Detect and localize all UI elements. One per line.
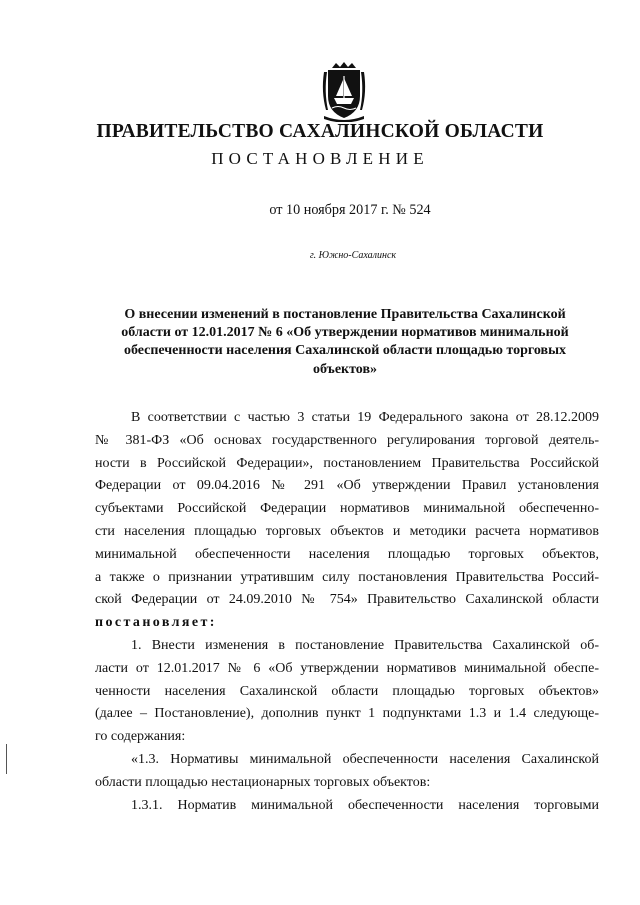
body-line: субъектами Российской Федерации нормативов минимальной обеспеченно-: [95, 501, 599, 517]
body-line: ченности населения Сахалинской области площадью торговых объектов»: [95, 683, 599, 699]
title-line: обеспеченности населения Сахалинской области площадью торговых: [123, 343, 567, 359]
document-date: от 10 ноября 2017 г. № 524: [269, 202, 431, 218]
body-line: го содержания:: [95, 729, 186, 745]
body-line: В соответствии с частью 3 статьи 19 Федерального закона от 28.12.2009: [131, 410, 599, 425]
body-line: а также о признании утратившим силу постановления Правительства Россий-: [95, 569, 599, 585]
document-type: ПОСТАНОВЛЕНИЕ: [211, 149, 429, 168]
title-line: О внесении изменений в постановление Правительства Сахалинской: [124, 307, 566, 322]
sakhalin-coat-of-arms-icon: [320, 62, 368, 122]
body-line: ской Федерации от 24.09.2010 № 754» Правительство Сахалинской области: [95, 592, 599, 608]
body-line: (далее – Постановление), дополнив пункт 1 подпунктами 1.3 и 1.4 следующе-: [95, 706, 599, 722]
title-line: объектов»: [313, 361, 377, 377]
document-city: г. Южно-Сахалинск: [309, 250, 397, 261]
organization-name: ПРАВИТЕЛЬСТВО САХАЛИНСКОЙ ОБЛАСТИ: [96, 121, 544, 142]
title-line: области от 12.01.2017 № 6 «Об утверждении нормативов минимальной: [121, 325, 569, 341]
margin-mark: [6, 744, 9, 774]
body-line: № 381-ФЗ «Об основах государственного регулирования торговой деятель-: [95, 432, 599, 448]
body-line: ности в Российской Федерации», постановлением Правительства Российской: [95, 455, 599, 471]
body-line: ласти от 12.01.2017 № 6 «Об утверждении нормативов минимальной обеспе-: [95, 660, 599, 676]
body-line: области площадью нестационарных торговых объектов:: [95, 774, 431, 790]
body-line: «1.3. Нормативы минимальной обеспеченности населения Сахалинской: [131, 751, 599, 767]
document-body: [95, 407, 599, 817]
body-line: 1.3.1. Норматив минимальной обеспеченности населения торговыми: [131, 797, 599, 813]
document-title: [70, 306, 620, 379]
body-line: 1. Внести изменения в постановление Правительства Сахалинской об-: [131, 637, 599, 653]
body-line: Федерации от 09.04.2016 № 291 «Об утверждении Правил установления: [95, 478, 599, 494]
body-line-resolves: постановляет:: [95, 615, 217, 631]
body-line: минимальной обеспеченности населения площадью торговых объектов,: [95, 546, 599, 562]
body-line: сти населения площадью торговых объектов и методики расчета нормативов: [95, 523, 599, 539]
